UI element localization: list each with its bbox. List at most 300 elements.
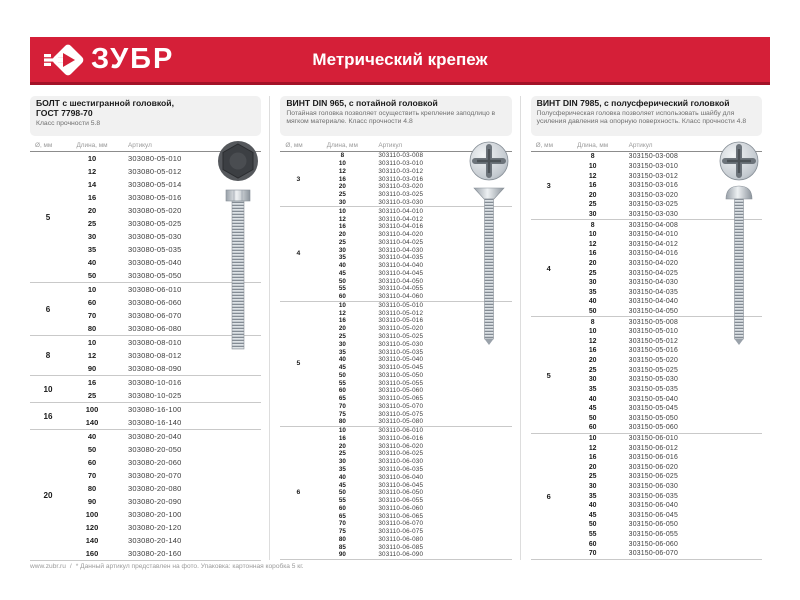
article-value: 303150-06-060 bbox=[628, 540, 679, 548]
length-value: 40 bbox=[87, 258, 97, 267]
article-value: 303110-06-016 bbox=[378, 434, 424, 442]
article-value: 303110-03-008 bbox=[378, 152, 424, 160]
article-value: 303150-05-060 bbox=[628, 424, 679, 432]
length-value: 70 bbox=[588, 550, 597, 558]
article-value: 303110-04-055 bbox=[378, 285, 424, 293]
article-value: 303150-05-045 bbox=[628, 405, 679, 413]
article-value: 303110-04-060 bbox=[378, 293, 424, 301]
table-row bbox=[316, 435, 511, 443]
length-value: 30 bbox=[338, 340, 346, 348]
article-value: 303150-04-050 bbox=[628, 308, 679, 316]
table-row bbox=[567, 413, 762, 423]
article-value: 303150-04-012 bbox=[628, 240, 679, 248]
article-value: 303110-04-012 bbox=[378, 215, 424, 223]
table-row bbox=[316, 481, 511, 489]
group-rows bbox=[567, 434, 762, 559]
article-value: 303150-03-025 bbox=[628, 201, 679, 209]
length-value: 65 bbox=[338, 512, 346, 520]
article-value: 303150-04-020 bbox=[628, 260, 679, 267]
article-value: 303110-03-012 bbox=[378, 167, 424, 175]
table-row bbox=[567, 375, 762, 385]
table-row bbox=[66, 389, 261, 402]
table-row bbox=[316, 536, 511, 544]
article-value: 303150-04-025 bbox=[628, 269, 679, 277]
length-value: 12 bbox=[588, 172, 597, 180]
diameter-group bbox=[531, 434, 762, 560]
length-value: 16 bbox=[338, 317, 346, 325]
article-value: 303150-04-008 bbox=[628, 221, 679, 229]
table-row bbox=[316, 427, 511, 435]
diameter-value: 4 bbox=[546, 263, 551, 273]
diameter-value: 6 bbox=[45, 304, 51, 314]
length-value: 12 bbox=[87, 351, 97, 360]
length-value: 10 bbox=[588, 434, 597, 442]
length-value: 30 bbox=[588, 483, 597, 491]
article-value: 303150-06-025 bbox=[628, 473, 679, 481]
article-value: 303110-04-030 bbox=[378, 246, 424, 254]
length-value: 45 bbox=[338, 269, 346, 277]
article-value: 303080-05-012 bbox=[128, 167, 182, 176]
length-value: 45 bbox=[338, 481, 346, 489]
length-value: 30 bbox=[338, 198, 346, 206]
logo-text: ЗУБР bbox=[91, 43, 175, 75]
article-value: 303150-05-010 bbox=[628, 328, 679, 336]
length-value: 20 bbox=[588, 191, 597, 199]
article-value: 303150-03-012 bbox=[628, 172, 679, 180]
article-value: 303080-08-012 bbox=[128, 351, 182, 360]
length-value: 14 bbox=[87, 180, 97, 189]
length-value: 50 bbox=[588, 521, 597, 529]
length-value: 90 bbox=[338, 551, 346, 559]
table-row bbox=[316, 379, 511, 387]
table-row bbox=[567, 365, 762, 375]
article-value: 303110-06-045 bbox=[378, 481, 424, 489]
length-value: 70 bbox=[338, 520, 346, 528]
article-value: 303080-16-100 bbox=[128, 405, 182, 414]
article-value: 303080-05-020 bbox=[128, 206, 182, 215]
col-length: Длина, мм bbox=[326, 142, 358, 149]
length-value: 25 bbox=[588, 473, 597, 481]
article-value: 303110-05-050 bbox=[378, 371, 424, 379]
diameter-group bbox=[30, 403, 261, 430]
article-value: 303110-06-085 bbox=[378, 543, 424, 551]
length-value: 20 bbox=[588, 357, 597, 365]
section-header bbox=[30, 96, 261, 136]
table-row bbox=[66, 376, 261, 389]
article-value: 303080-20-120 bbox=[128, 523, 182, 532]
length-value: 35 bbox=[338, 466, 346, 473]
length-value: 50 bbox=[87, 271, 97, 280]
article-value: 303110-04-025 bbox=[378, 238, 424, 246]
length-value: 16 bbox=[87, 378, 97, 387]
table-row bbox=[66, 416, 261, 429]
article-value: 303080-06-010 bbox=[128, 285, 182, 294]
length-value: 50 bbox=[338, 371, 346, 379]
length-value: 120 bbox=[85, 523, 99, 532]
length-value: 60 bbox=[87, 458, 97, 467]
article-value: 303150-06-055 bbox=[628, 531, 679, 539]
length-value: 16 bbox=[588, 347, 597, 355]
article-value: 303150-04-040 bbox=[628, 298, 679, 306]
table-row bbox=[567, 453, 762, 463]
length-value: 16 bbox=[338, 223, 346, 231]
article-value: 303110-04-035 bbox=[378, 254, 424, 262]
length-value: 55 bbox=[588, 531, 597, 539]
section-header bbox=[280, 96, 511, 136]
article-value: 303110-05-025 bbox=[378, 332, 424, 340]
col-diameter: Ø, мм bbox=[285, 142, 303, 149]
length-value: 70 bbox=[87, 471, 97, 480]
diameter-value: 16 bbox=[43, 411, 53, 421]
length-value: 45 bbox=[338, 364, 346, 372]
article-value: 303110-04-045 bbox=[378, 269, 424, 277]
diameter-value: 5 bbox=[296, 360, 301, 368]
article-value: 303110-04-050 bbox=[378, 277, 424, 285]
table-row bbox=[66, 469, 261, 482]
table-row bbox=[316, 551, 511, 559]
table-row bbox=[567, 385, 762, 395]
section-description: Полусферическая головка позволяет использовать шайбу для усиления давления на опорную поверхность. Класс прочности 4.8 bbox=[536, 109, 747, 125]
table-row bbox=[66, 547, 261, 560]
article-value: 303080-05-030 bbox=[128, 232, 182, 241]
article-value: 303080-16-140 bbox=[128, 418, 182, 427]
article-value: 303110-05-040 bbox=[378, 356, 424, 364]
table-row bbox=[66, 430, 261, 443]
length-value: 20 bbox=[338, 231, 346, 239]
length-value: 70 bbox=[87, 311, 97, 320]
length-value: 40 bbox=[588, 502, 597, 510]
diameter-value: 10 bbox=[43, 384, 53, 394]
table-row bbox=[66, 482, 261, 495]
article-value: 303080-06-080 bbox=[128, 324, 182, 333]
table-row bbox=[66, 508, 261, 521]
table-row bbox=[316, 466, 511, 474]
length-value: 10 bbox=[588, 231, 597, 239]
article-value: 303150-05-050 bbox=[628, 414, 679, 422]
length-value: 75 bbox=[338, 410, 346, 418]
zubr-logo bbox=[30, 44, 174, 76]
diameter-value: 4 bbox=[296, 250, 301, 258]
length-value: 20 bbox=[87, 206, 97, 215]
article-value: 303110-06-035 bbox=[378, 466, 424, 473]
length-value: 90 bbox=[87, 497, 97, 506]
length-value: 60 bbox=[338, 504, 346, 512]
length-value: 100 bbox=[85, 405, 99, 414]
diameter-value: 3 bbox=[546, 181, 551, 191]
article-value: 303110-03-030 bbox=[378, 198, 424, 206]
table-row bbox=[66, 534, 261, 547]
article-value: 303080-05-016 bbox=[128, 193, 182, 202]
length-value: 50 bbox=[588, 414, 597, 422]
article-value: 303150-04-030 bbox=[628, 279, 679, 287]
article-value: 303080-05-050 bbox=[128, 271, 182, 280]
length-value: 30 bbox=[338, 458, 346, 466]
length-value: 25 bbox=[338, 238, 346, 246]
length-value: 16 bbox=[338, 175, 346, 183]
table-row bbox=[567, 549, 762, 559]
diameter-value: 20 bbox=[43, 490, 53, 500]
diameter-value: 5 bbox=[45, 212, 51, 222]
section-header bbox=[531, 96, 762, 136]
length-value: 35 bbox=[588, 492, 597, 500]
length-value: 30 bbox=[588, 210, 597, 218]
length-value: 40 bbox=[338, 262, 346, 270]
length-value: 60 bbox=[338, 293, 346, 301]
length-value: 10 bbox=[338, 160, 346, 168]
article-value: 303080-05-014 bbox=[128, 180, 182, 189]
length-value: 60 bbox=[338, 387, 346, 395]
length-value: 55 bbox=[338, 285, 346, 293]
section-title: ВИНТ DIN 7985, с полусферический головкой bbox=[536, 98, 730, 108]
page-title: Метрический крепеж bbox=[312, 49, 488, 69]
table-row bbox=[66, 362, 261, 375]
col-article: Артикул bbox=[378, 142, 403, 149]
article-value: 303150-05-025 bbox=[628, 366, 679, 374]
length-value: 90 bbox=[87, 364, 97, 373]
article-value: 303080-20-070 bbox=[128, 471, 182, 480]
article-value: 303080-05-010 bbox=[128, 154, 182, 163]
table-row bbox=[567, 423, 762, 433]
table-row bbox=[66, 456, 261, 469]
length-value: 40 bbox=[87, 432, 97, 441]
length-value: 10 bbox=[87, 154, 97, 163]
article-value: 303150-06-016 bbox=[628, 454, 679, 462]
length-value: 8 bbox=[590, 221, 595, 229]
article-value: 303150-05-035 bbox=[628, 385, 679, 393]
length-value: 50 bbox=[338, 277, 346, 285]
table-row bbox=[567, 491, 762, 501]
table-row bbox=[316, 395, 511, 403]
article-value: 303110-06-025 bbox=[378, 450, 424, 458]
article-value: 303150-03-008 bbox=[628, 153, 679, 161]
article-value: 303110-06-080 bbox=[378, 535, 424, 543]
article-value: 303110-05-060 bbox=[378, 387, 424, 395]
length-value: 10 bbox=[338, 207, 346, 215]
table-row bbox=[567, 443, 762, 453]
col-length: Длина, мм bbox=[577, 142, 609, 149]
article-value: 303110-04-016 bbox=[378, 223, 424, 231]
length-value: 25 bbox=[87, 219, 97, 228]
article-value: 303150-04-035 bbox=[628, 288, 679, 296]
catalog-content bbox=[30, 96, 770, 560]
article-value: 303110-06-065 bbox=[378, 512, 424, 520]
brand-bar bbox=[30, 37, 770, 85]
article-value: 303150-06-010 bbox=[628, 434, 679, 442]
diameter-value: 8 bbox=[45, 351, 51, 360]
table-row bbox=[316, 497, 511, 505]
pan-head-screw-photo bbox=[712, 140, 766, 355]
article-value: 303150-05-020 bbox=[628, 357, 679, 365]
table-row bbox=[316, 442, 511, 450]
table-row bbox=[316, 489, 511, 497]
footer-note: * Данный артикул представлен на фото. Упаковка: картонная коробка 5 кг. bbox=[75, 563, 304, 570]
length-value: 35 bbox=[588, 385, 597, 393]
section-pan-head-screw bbox=[520, 96, 770, 560]
article-value: 303080-20-050 bbox=[128, 445, 182, 454]
length-value: 20 bbox=[588, 463, 597, 471]
table-row bbox=[66, 443, 261, 456]
article-value: 303110-03-020 bbox=[378, 183, 424, 191]
article-value: 303110-05-030 bbox=[378, 340, 424, 348]
length-value: 8 bbox=[590, 318, 595, 326]
table-row bbox=[316, 356, 511, 364]
table-row bbox=[567, 539, 762, 549]
table-row bbox=[316, 504, 511, 512]
group-rows bbox=[66, 403, 261, 429]
length-value: 40 bbox=[338, 356, 346, 364]
article-value: 303110-03-010 bbox=[378, 160, 424, 168]
length-value: 25 bbox=[338, 450, 346, 458]
length-value: 30 bbox=[588, 376, 597, 384]
table-row bbox=[66, 403, 261, 416]
countersunk-screw-photo bbox=[462, 140, 516, 355]
length-value: 100 bbox=[85, 510, 99, 519]
col-length: Длина, мм bbox=[76, 142, 108, 149]
diameter-group bbox=[30, 430, 261, 561]
article-value: 303080-20-100 bbox=[128, 510, 182, 519]
length-value: 35 bbox=[588, 288, 597, 296]
table-row bbox=[316, 364, 511, 372]
article-value: 303110-05-012 bbox=[378, 309, 424, 317]
length-value: 20 bbox=[338, 442, 346, 450]
section-title: ВИНТ DIN 965, с потайной головкой bbox=[286, 98, 438, 108]
article-value: 303110-06-090 bbox=[378, 551, 424, 559]
table-row bbox=[316, 450, 511, 458]
length-value: 65 bbox=[338, 395, 346, 403]
article-value: 303150-06-040 bbox=[628, 502, 679, 510]
article-value: 303150-03-016 bbox=[628, 182, 679, 190]
length-value: 25 bbox=[338, 332, 346, 340]
table-row bbox=[66, 495, 261, 508]
article-value: 303110-05-016 bbox=[378, 317, 424, 325]
length-value: 30 bbox=[87, 232, 97, 241]
col-diameter: Ø, мм bbox=[535, 142, 553, 149]
article-value: 303110-04-020 bbox=[378, 231, 424, 239]
table-row bbox=[567, 463, 762, 473]
length-value: 85 bbox=[338, 543, 346, 551]
diameter-value: 5 bbox=[546, 370, 551, 380]
length-value: 35 bbox=[87, 245, 97, 254]
table-row bbox=[316, 418, 511, 426]
article-value: 303080-05-035 bbox=[128, 245, 182, 254]
table-row bbox=[567, 482, 762, 492]
article-value: 303080-10-025 bbox=[128, 391, 182, 400]
table-row bbox=[316, 543, 511, 551]
length-value: 20 bbox=[588, 260, 597, 267]
group-rows bbox=[316, 427, 511, 559]
group-rows bbox=[66, 430, 261, 560]
length-value: 16 bbox=[588, 182, 597, 190]
length-value: 25 bbox=[338, 191, 346, 199]
hex-bolt-photo bbox=[211, 140, 265, 355]
length-value: 25 bbox=[588, 269, 597, 277]
length-value: 20 bbox=[338, 183, 346, 191]
length-value: 30 bbox=[338, 246, 346, 254]
length-value: 12 bbox=[87, 167, 97, 176]
length-value: 12 bbox=[338, 309, 346, 317]
length-value: 12 bbox=[588, 337, 597, 345]
article-value: 303110-05-020 bbox=[378, 325, 424, 333]
zubr-logo-icon bbox=[44, 44, 84, 76]
article-value: 303110-06-060 bbox=[378, 504, 424, 512]
length-value: 45 bbox=[588, 511, 597, 519]
article-value: 303110-05-080 bbox=[378, 418, 424, 426]
article-value: 303110-06-020 bbox=[378, 442, 424, 450]
col-diameter: Ø, мм bbox=[35, 142, 53, 149]
table-row bbox=[567, 404, 762, 414]
length-value: 80 bbox=[338, 418, 346, 426]
group-rows bbox=[66, 376, 261, 402]
article-value: 303110-05-045 bbox=[378, 364, 424, 372]
footer-separator: / bbox=[69, 563, 72, 570]
article-value: 303150-05-016 bbox=[628, 347, 679, 355]
length-value: 160 bbox=[85, 549, 99, 558]
length-value: 40 bbox=[588, 395, 597, 403]
article-value: 303110-05-075 bbox=[378, 410, 424, 418]
article-value: 303150-06-035 bbox=[628, 492, 679, 500]
length-value: 10 bbox=[87, 338, 97, 347]
length-value: 8 bbox=[340, 152, 345, 160]
section-description: Потайная головка позволяет осуществить крепление заподлицо в мягком материале. Класс прочности 4.8 bbox=[286, 109, 496, 125]
col-article: Артикул bbox=[128, 142, 152, 149]
length-value: 25 bbox=[588, 201, 597, 209]
table-row bbox=[567, 356, 762, 366]
length-value: 30 bbox=[588, 279, 597, 287]
length-value: 60 bbox=[87, 298, 97, 307]
length-value: 16 bbox=[588, 250, 597, 258]
length-value: 25 bbox=[87, 391, 97, 400]
table-row bbox=[316, 528, 511, 536]
article-value: 303110-05-055 bbox=[378, 379, 424, 387]
length-value: 45 bbox=[588, 405, 597, 413]
table-row bbox=[316, 403, 511, 411]
diameter-value: 3 bbox=[296, 175, 301, 183]
length-value: 16 bbox=[338, 434, 346, 442]
article-value: 303150-06-012 bbox=[628, 444, 679, 452]
length-value: 50 bbox=[87, 445, 97, 454]
col-article: Артикул bbox=[628, 142, 653, 149]
length-value: 80 bbox=[338, 535, 346, 543]
length-value: 60 bbox=[588, 424, 597, 432]
table-row bbox=[316, 512, 511, 520]
article-value: 303150-06-020 bbox=[628, 463, 679, 471]
table-row bbox=[567, 530, 762, 540]
article-value: 303080-08-090 bbox=[128, 364, 182, 373]
length-value: 10 bbox=[338, 301, 346, 309]
article-value: 303080-20-140 bbox=[128, 536, 182, 545]
article-value: 303150-04-010 bbox=[628, 231, 679, 239]
section-description: Класс прочности 5.8 bbox=[36, 119, 101, 127]
diameter-group bbox=[280, 427, 511, 560]
article-value: 303080-05-025 bbox=[128, 219, 182, 228]
length-value: 12 bbox=[338, 215, 346, 223]
article-value: 303150-05-008 bbox=[628, 318, 679, 326]
article-value: 303110-04-010 bbox=[378, 207, 424, 215]
table-row bbox=[567, 434, 762, 444]
length-value: 12 bbox=[588, 444, 597, 452]
article-value: 303080-06-070 bbox=[128, 311, 182, 320]
article-value: 303080-08-010 bbox=[128, 338, 182, 347]
table-row bbox=[316, 387, 511, 395]
length-value: 140 bbox=[85, 536, 99, 545]
length-value: 35 bbox=[338, 348, 346, 356]
diameter-group bbox=[30, 376, 261, 403]
length-value: 55 bbox=[338, 379, 346, 387]
article-value: 303150-04-016 bbox=[628, 250, 679, 258]
article-value: 303150-03-030 bbox=[628, 210, 679, 218]
section-subtitle: ГОСТ 7798-70 bbox=[36, 107, 93, 118]
article-value: 303110-06-030 bbox=[378, 458, 424, 466]
